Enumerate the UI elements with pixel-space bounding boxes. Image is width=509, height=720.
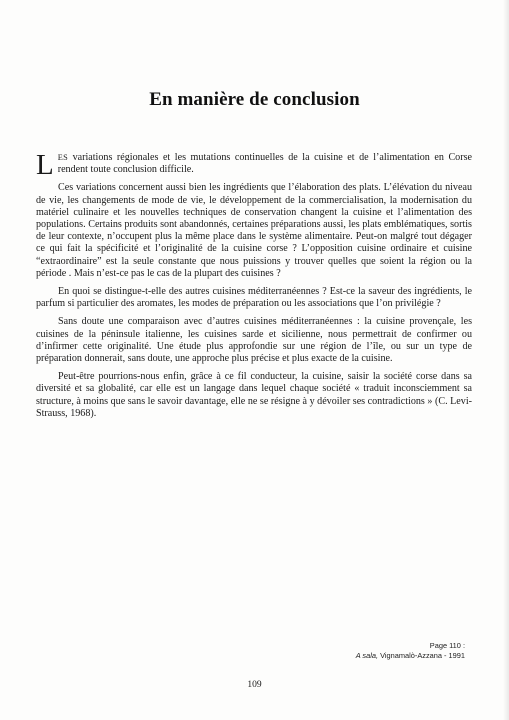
page-number: 109 bbox=[247, 680, 262, 690]
body-text bbox=[36, 149, 472, 426]
small-caps-lead: ES bbox=[57, 153, 69, 162]
paragraph-1 bbox=[36, 149, 472, 181]
paragraph-3: En quoi se distingue-t-elle des autres cuisines méditerranéennes ? Est-ce la saveur des ingrédients, le parfum si particulier des aromates, les modes de préparation ou les associations que l’on privilégie ? bbox=[36, 286, 472, 310]
caption-title-rest: Vignamalò-Azzana - 1991 bbox=[378, 650, 465, 660]
caption-page-ref: Page 110 : bbox=[429, 641, 465, 650]
paragraph-2: Ces variations concernent aussi bien les ingrédients que l’élaboration des plats. L’élévation du niveau de vie, les changements de mode de vie, le développement de la commercialisation, la modernisation du matériel culinaire et les nouvelles techniques de conservation changent la cuisine et l’alimentation des populations. Certains produits sont abandonnés, certaines préparations aussi, les plats emblématiques, sortis de leur contexte, n’occupent plus la même place dans le système alimentaire. Peut-on malgré tout dégager ce qui fait la spécificité et l’originalité de la cuisine corse ? L’opposition cuisine ordinaire et cuisine “extraordinaire” est la seule constante que nous puissions y trouver quelles que soient la région ou la période . Mais n’est-ce pas le cas de la plupart des cuisines ? bbox=[36, 182, 472, 279]
caption-title-italic: A sala, bbox=[355, 650, 379, 660]
paragraph-1-text: variations régionales et les mutations continuelles de la cuisine et de l’alimentation en Corse rendent toute conclusion difficile. bbox=[57, 152, 472, 176]
caption-title bbox=[356, 651, 465, 661]
paragraph-5: Peut-être pourrions-nous enfin, grâce à ce fil conducteur, la cuisine, saisir la société corse dans sa diversité et sa globalité, car elle est un langage dans lequel chaque société « traduit inconsciemment sa structure, à moins que sans le savoir davantage, elle ne se résigne à y dévoiler ses contradictions » (C. Levi-Strauss, 1968). bbox=[36, 371, 472, 419]
drop-cap: L bbox=[36, 149, 54, 181]
page-title: En manière de conclusion bbox=[149, 89, 360, 110]
image-caption bbox=[356, 641, 465, 660]
paragraph-4: Sans doute une comparaison avec d’autres cuisines méditerranéennes : la cuisine provençale, les cuisines de la péninsule italienne, les cuisines sarde et sicilienne, nous permettrait de confirmer ou d’infirmer cette originalité. Une étude plus approfondie sur une région de l’île, ou sur un type de préparation donnerait, sans doute, une approche plus précise et plus exacte de la cuisine. bbox=[36, 316, 472, 365]
